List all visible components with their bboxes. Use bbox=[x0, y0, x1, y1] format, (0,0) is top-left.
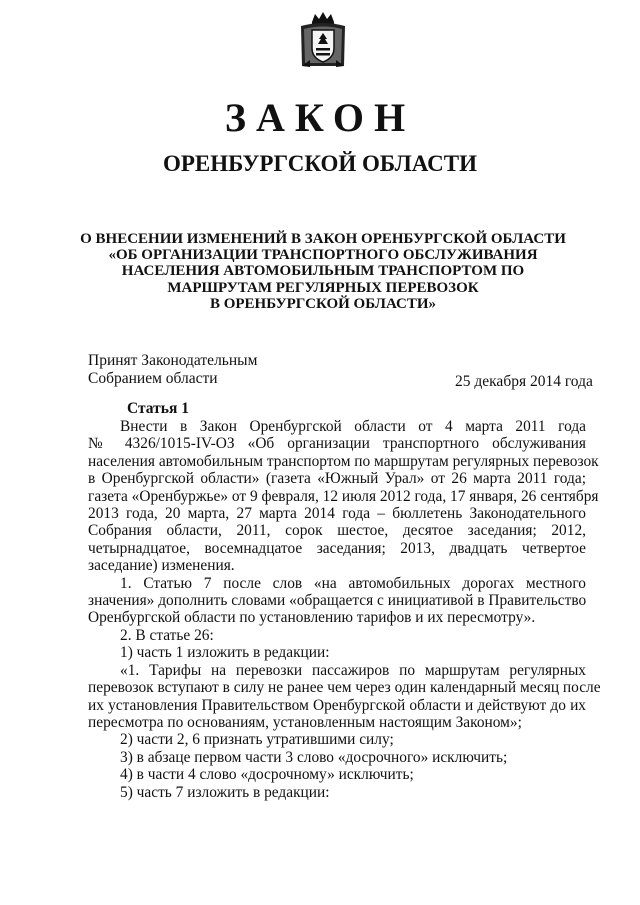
article-heading: Статья 1 bbox=[127, 400, 189, 417]
body-line: в Оренбургской области» (газета «Южный Урал» от 26 марта 2011 года; bbox=[88, 470, 586, 488]
body-line: их установления Правительством Оренбургской области и действуют до их bbox=[88, 696, 586, 714]
body-line: Собрания области, 2011, сорок шестое, десятое заседания; 2012, bbox=[88, 522, 586, 540]
law-subject bbox=[78, 231, 568, 312]
body-line: пересмотра по основаниям, установленным настоящим Законом»; bbox=[88, 713, 522, 731]
subject-line: В ОРЕНБУРГСКОЙ ОБЛАСТИ» bbox=[209, 295, 437, 312]
subject-line: НАСЕЛЕНИЯ АВТОМОБИЛЬНЫМ ТРАНСПОРТОМ ПО bbox=[121, 263, 525, 280]
body-line: 2) части 2, 6 признать утратившими силу; bbox=[120, 731, 394, 749]
body-line: Оренбургской области по установлению тарифов и их пересмотру». bbox=[88, 609, 536, 627]
body-line: населения автомобильным транспортом по маршрутам регулярных перевозок bbox=[88, 452, 599, 470]
region-name: ОРЕНБУРГСКОЙ ОБЛАСТИ bbox=[162, 151, 478, 176]
adoption-date: 25 декабря 2014 года bbox=[455, 373, 593, 390]
body-line: 2013 года, 20 марта, 27 марта 2014 года – бюллетень Законодательного bbox=[88, 505, 586, 523]
body-line: четырнадцатое, восемнадцатое заседания; 2013, двадцать четвертое bbox=[88, 539, 586, 557]
coat-of-arms-icon bbox=[298, 10, 348, 68]
body-line: значения» дополнить словами «обращается с инициативой в Правительство bbox=[88, 592, 587, 610]
body-line: 1. Статью 7 после слов «на автомобильных дорогах местного bbox=[120, 574, 586, 592]
adoption-line: Принят Законодательным bbox=[88, 352, 258, 369]
adoption-line: Собранием области bbox=[88, 370, 218, 387]
body-line: 1) часть 1 изложить в редакции: bbox=[120, 644, 330, 662]
body-line: 3) в абзаце первом части 3 слово «досрочного» исключить; bbox=[120, 748, 508, 766]
subject-line: О ВНЕСЕНИИ ИЗМЕНЕНИЙ В ЗАКОН ОРЕНБУРГСКОЙ ОБЛАСТИ bbox=[80, 231, 566, 247]
subject-line: МАРШРУТАМ РЕГУЛЯРНЫХ ПЕРЕВОЗОК bbox=[167, 279, 479, 296]
body-line: 4) в части 4 слово «досрочному» исключить; bbox=[120, 766, 414, 784]
adoption-note bbox=[88, 352, 257, 388]
body-line: 5) часть 7 изложить в редакции: bbox=[120, 783, 330, 801]
body-line: 2. В статье 26: bbox=[120, 626, 214, 644]
article-body bbox=[88, 418, 601, 801]
body-line: Внести в Закон Оренбургской области от 4 марта 2011 года bbox=[120, 418, 586, 435]
body-line: № 4326/1015-IV-ОЗ «Об организации транспортного обслуживания bbox=[88, 435, 586, 453]
body-line: «1. Тарифы на перевозки пассажиров по маршрутам регулярных bbox=[120, 661, 586, 679]
body-line: перевозок вступают в силу не ранее чем через один календарный месяц после bbox=[88, 679, 601, 697]
body-line: заседание) изменения. bbox=[88, 557, 235, 575]
law-title: ЗАКОН bbox=[224, 95, 416, 140]
subject-line: «ОБ ОРГАНИЗАЦИИ ТРАНСПОРТНОГО ОБСЛУЖИВАНИЯ bbox=[108, 247, 538, 264]
body-line: газета «Оренбуржье» от 9 февраля, 12 июля 2012 года, 17 января, 26 сентября bbox=[88, 487, 599, 505]
